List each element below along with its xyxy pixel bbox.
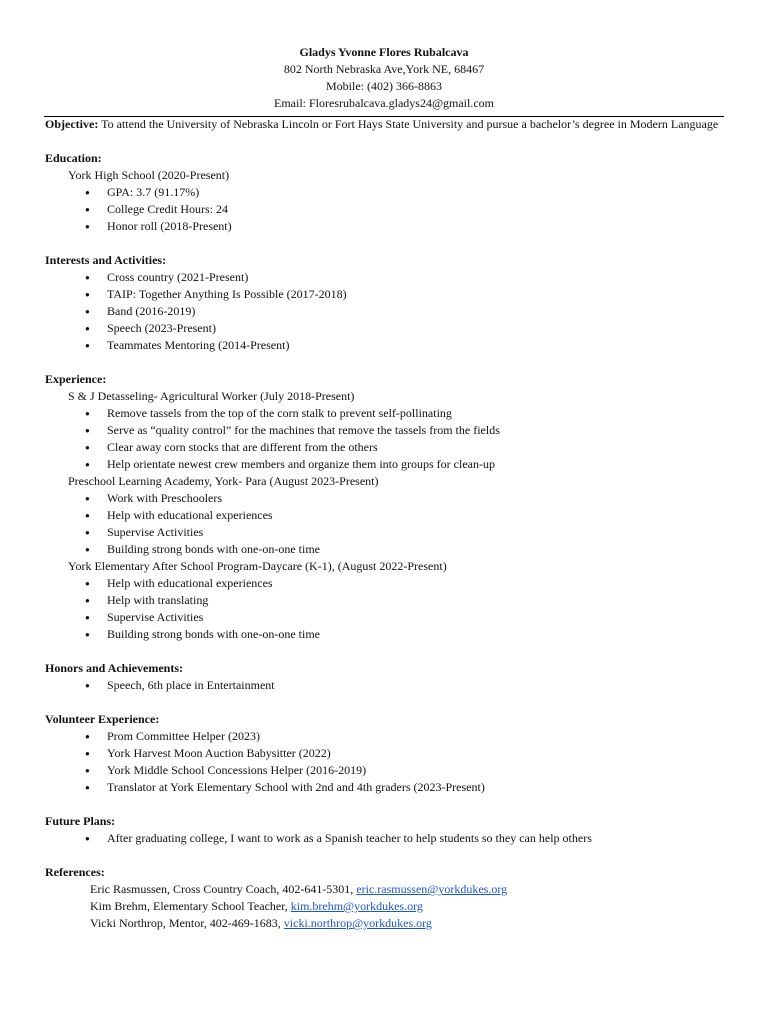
education-list (45, 184, 725, 235)
honors-section (45, 660, 725, 694)
objective-text: To attend the University of Nebraska Lincoln or Fort Hays State University and pursue a bachelor’s degree in Modern Language (98, 117, 719, 131)
list-item: ● After graduating college, I want to work as a Spanish teacher to help students so they can help others (45, 830, 725, 847)
list-item: ● Honor roll (2018-Present) (45, 218, 725, 235)
reference-entry (45, 898, 725, 915)
list-item: ● Work with Preschoolers (45, 490, 725, 507)
list-item: ● Help with educational experiences (45, 507, 725, 524)
mobile-line: Mobile: (402) 366-8863 (326, 79, 442, 93)
volunteer-title: Volunteer Experience: (45, 712, 160, 726)
volunteer-list (45, 728, 725, 796)
objective (45, 116, 725, 133)
school-name: York High School (2020-Present) (68, 168, 230, 182)
reference-entry (45, 915, 725, 932)
reference-email-link[interactable]: vicki.northrop@yorkdukes.org (283, 916, 432, 930)
list-item: ● TAIP: Together Anything Is Possible (2017-2018) (45, 286, 725, 303)
reference-email-link[interactable]: eric.rasmussen@yorkdukes.org (356, 882, 508, 896)
list-item: ● Cross country (2021-Present) (45, 269, 725, 286)
experience-title: Experience: (45, 372, 107, 386)
list-item: ● Band (2016-2019) (45, 303, 725, 320)
list-item: ● Translator at York Elementary School with 2nd and 4th graders (2023-Present) (45, 779, 725, 796)
address-line: 802 North Nebraska Ave,York NE, 68467 (283, 62, 485, 76)
job-title: S & J Detasseling- Agricultural Worker (July 2018-Present) (68, 389, 355, 403)
education-section (45, 150, 725, 235)
reference-text: Vicki Northrop, Mentor, 402-469-1683, (90, 916, 284, 930)
honors-title: Honors and Achievements: (45, 661, 183, 675)
resume-header (0, 44, 768, 112)
references-section (45, 864, 725, 932)
email-line: Email: Floresrubalcava.gladys24@gmail.com (274, 96, 494, 110)
interests-list (45, 269, 725, 354)
list-item: ● College Credit Hours: 24 (45, 201, 725, 218)
future-plans-section (45, 813, 725, 847)
candidate-name: Gladys Yvonne Flores Rubalcava (299, 45, 469, 59)
list-item: ● York Harvest Moon Auction Babysitter (2022) (45, 745, 725, 762)
list-item: ● Clear away corn stocks that are different from the others (45, 439, 725, 456)
list-item: ● Serve as “quality control” for the machines that remove the tassels from the fields (45, 422, 725, 439)
interests-title: Interests and Activities: (45, 253, 167, 267)
future-plans-title: Future Plans: (45, 814, 116, 828)
volunteer-section (45, 711, 725, 796)
reference-entry (45, 881, 725, 898)
objective-label: Objective: (45, 117, 99, 131)
list-item: ● Teammates Mentoring (2014-Present) (45, 337, 725, 354)
list-item: ● Prom Committee Helper (2023) (45, 728, 725, 745)
resume-body (45, 116, 725, 932)
experience-section (45, 371, 725, 643)
list-item: ● Help orientate newest crew members and organize them into groups for clean-up (45, 456, 725, 473)
reference-email-link[interactable]: kim.brehm@yorkdukes.org (290, 899, 423, 913)
list-item: ● Speech, 6th place in Entertainment (45, 677, 725, 694)
list-item: ● GPA: 3.7 (91.17%) (45, 184, 725, 201)
list-item: ● Supervise Activities (45, 524, 725, 541)
reference-text: Kim Brehm, Elementary School Teacher, (90, 899, 291, 913)
list-item: ● York Middle School Concessions Helper (2016-2019) (45, 762, 725, 779)
references-title: References: (45, 865, 105, 879)
education-title: Education: (45, 151, 102, 165)
job-duties-list (45, 490, 725, 558)
list-item: ● Speech (2023-Present) (45, 320, 725, 337)
job-title: Preschool Learning Academy, York- Para (August 2023-Present) (68, 474, 379, 488)
honors-list (45, 677, 725, 694)
list-item: ● Building strong bonds with one-on-one time (45, 626, 725, 643)
interests-section (45, 252, 725, 354)
list-item: ● Help with translating (45, 592, 725, 609)
list-item: ● Building strong bonds with one-on-one time (45, 541, 725, 558)
reference-text: Eric Rasmussen, Cross Country Coach, 402-641-5301, (90, 882, 357, 896)
list-item: ● Supervise Activities (45, 609, 725, 626)
job-duties-list (45, 575, 725, 643)
list-item: ● Remove tassels from the top of the corn stalk to prevent self-pollinating (45, 405, 725, 422)
future-plans-list (45, 830, 725, 847)
list-item: ● Help with educational experiences (45, 575, 725, 592)
job-duties-list (45, 405, 725, 473)
job-title: York Elementary After School Program-Daycare (K-1), (August 2022-Present) (68, 559, 447, 573)
